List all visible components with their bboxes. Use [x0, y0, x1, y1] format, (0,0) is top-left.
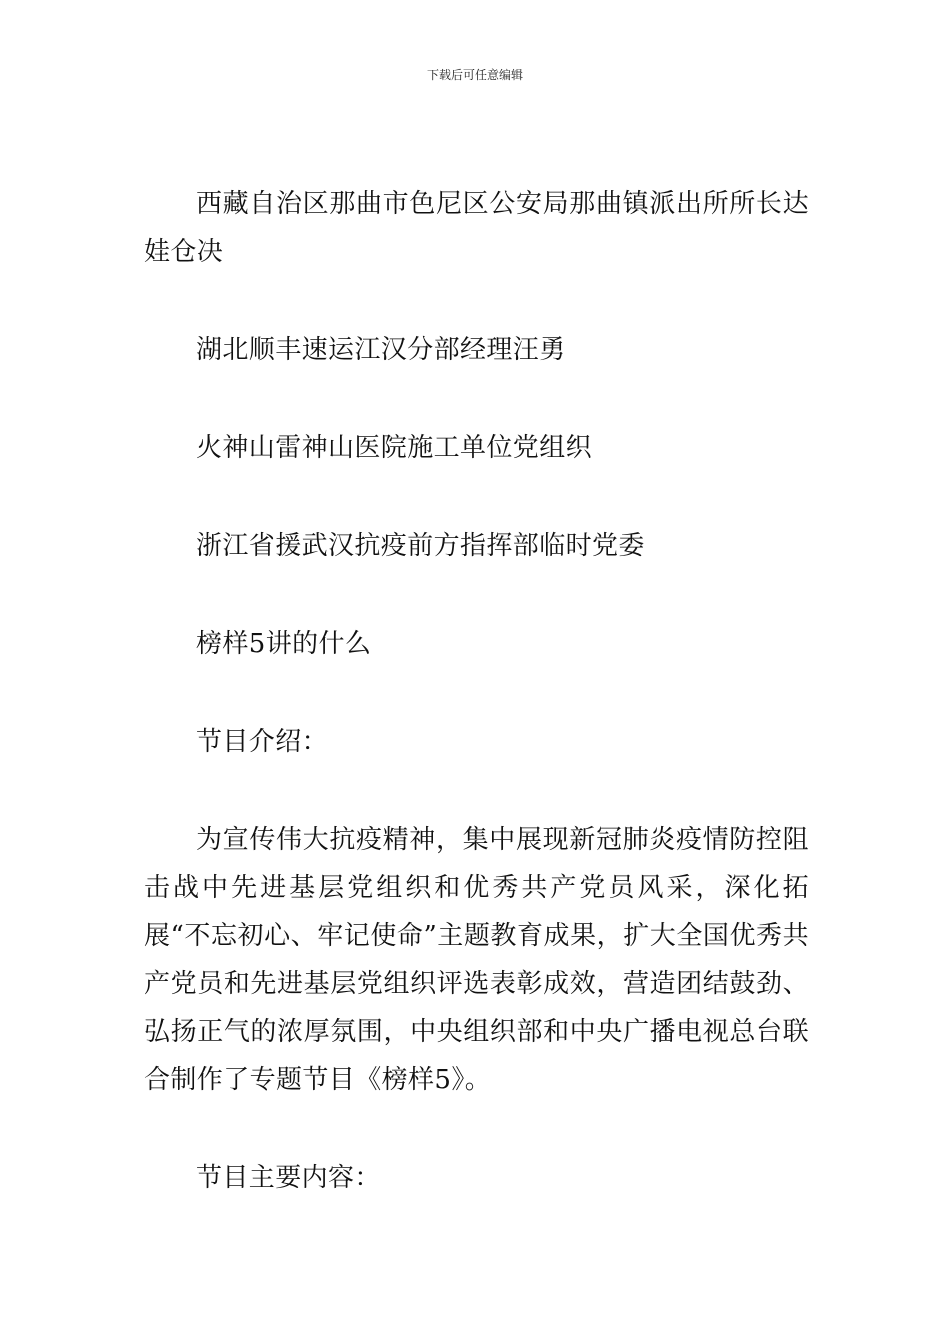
section-heading-what-about: 榜样5讲的什么: [196, 629, 372, 659]
section-heading-program-intro: 节目介绍：: [196, 727, 329, 757]
paragraph-honoree-zhejiang-committee: 浙江省援武汉抗疫前方指挥部临时党委: [196, 531, 645, 561]
paragraph-honoree-dawa-cangjue: 西藏自治区那曲市色尼区公安局那曲镇派出所所长达娃仓决: [144, 189, 809, 267]
paragraph-program-intro: 为宣传伟大抗疫精神，集中展现新冠肺炎疫情防控阻击战中先进基层党组织和优秀共产党员风采，深化拓展“不忘初心、牢记使命”主题教育成果，扩大全国优秀共产党员和先进基层党组织评选表彰成效，营造团结鼓劲、弘扬正气的浓厚氛围，中央组织部和中央广播电视总台联合制作了专题节目《榜样5》。: [144, 825, 809, 1095]
document-body: [144, 180, 809, 1202]
paragraph-honoree-wang-yong: 湖北顺丰速运江汉分部经理汪勇: [196, 335, 566, 365]
page-header-note: 下载后可任意编辑: [426, 68, 523, 82]
paragraph-honoree-hospital-builders: 火神山雷神山医院施工单位党组织: [196, 433, 593, 463]
section-heading-main-content: 节目主要内容：: [196, 1163, 381, 1193]
